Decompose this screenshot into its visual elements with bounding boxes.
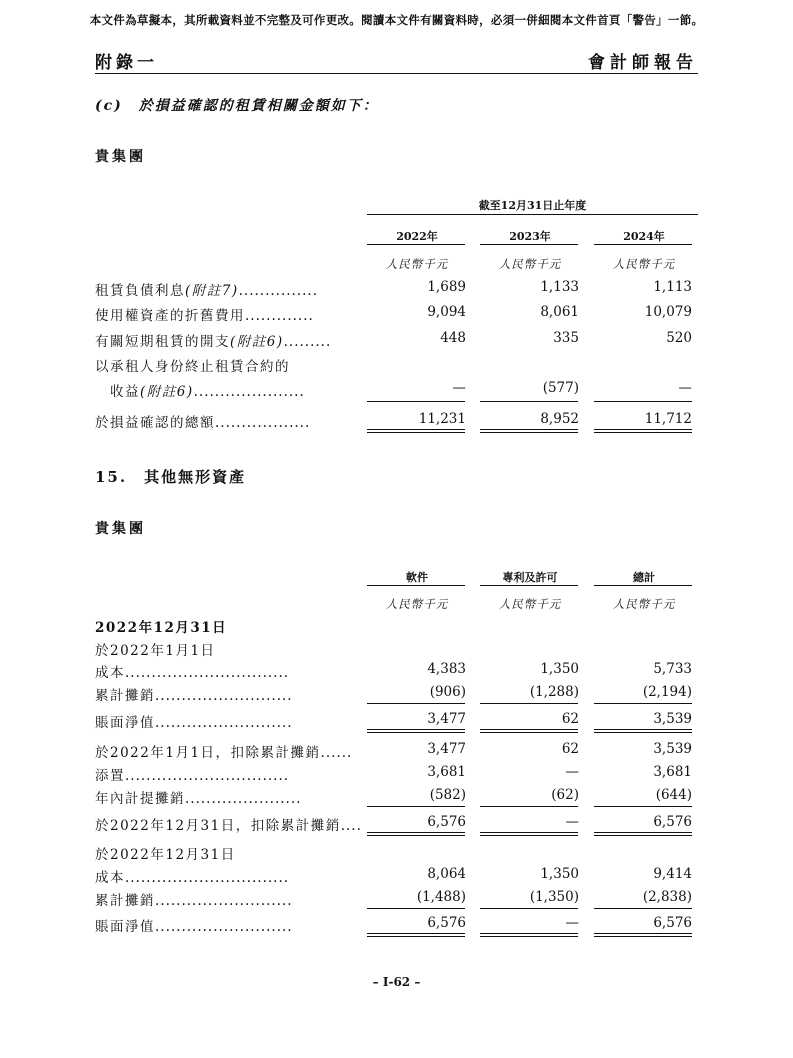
col-header-2022: 2022年 [396, 230, 438, 243]
value-cell: 8,061 [540, 304, 579, 320]
total-double-rule [367, 933, 465, 937]
value-cell: 9,414 [653, 866, 692, 882]
value-cell: (577) [542, 380, 579, 396]
report-title: 會計師報告 [588, 53, 698, 73]
subtotal-rule [480, 401, 578, 402]
value-cell: 4,383 [427, 661, 466, 677]
total-cell: 11,712 [644, 411, 692, 427]
unit-label: 人民幣千元 [612, 257, 676, 271]
total-cell: — [565, 814, 579, 830]
row-label-opening-net: 於2022年1月1日，扣除累計攤銷...... [95, 745, 353, 761]
value-cell: (1,350) [529, 889, 579, 905]
value-cell: 3,539 [653, 741, 692, 757]
value-cell: 1,113 [653, 279, 692, 295]
value-cell: 3,477 [427, 741, 466, 757]
col-rule-total [594, 585, 692, 586]
value-cell: (906) [429, 684, 466, 700]
value-cell: 5,733 [653, 661, 692, 677]
sub-heading-closing: 於2022年12月31日 [95, 847, 236, 863]
subtotal-rule [594, 703, 692, 704]
appendix-title: 附錄一 [95, 53, 158, 73]
total-double-rule [594, 729, 692, 733]
total-double-rule [594, 832, 692, 836]
total-double-rule [367, 429, 465, 433]
value-cell: 1,133 [540, 279, 579, 295]
total-cell: 6,576 [427, 814, 466, 830]
col-header-2023: 2023年 [509, 230, 551, 243]
col-rule-2022 [367, 244, 465, 245]
section-c-group-label: 貴集團 [95, 149, 146, 165]
value-cell: 9,094 [427, 304, 466, 320]
col-rule-2023 [480, 244, 578, 245]
value-cell: (582) [429, 787, 466, 803]
value-cell: 8,064 [427, 866, 466, 882]
header-rule [95, 73, 698, 74]
value-cell: — [565, 764, 579, 780]
total-cell: 8,952 [540, 411, 579, 427]
total-cell: 6,576 [427, 915, 466, 931]
subtotal-rule [367, 703, 465, 704]
total-cell: 11,231 [418, 411, 466, 427]
subtotal-rule [367, 908, 465, 909]
section-15-group-label: 貴集團 [95, 521, 146, 537]
value-cell: (1,288) [529, 684, 579, 700]
col-header-total: 總計 [633, 571, 655, 584]
row-label-accumulated-amortisation: 累計攤銷.......................... [95, 893, 293, 909]
col-rule-software [367, 585, 465, 586]
subtotal-rule [594, 806, 692, 807]
total-double-rule [480, 729, 578, 733]
col-header-software: 軟件 [406, 571, 428, 584]
row-label-net-book-value: 賬面淨值.......................... [95, 715, 293, 731]
section-15-heading: 15. 其他無形資產 [95, 468, 247, 486]
total-cell: 3,477 [427, 711, 466, 727]
value-cell: 1,350 [540, 866, 579, 882]
draft-warning-banner: 本文件為草擬本，其所載資料並不完整及可作更改。閱讀本文件有關資料時，必須一併細閱本文件首頁「警告」一節。 [89, 13, 704, 27]
row-label-amortisation-charge: 年內計提攤銷...................... [95, 791, 302, 807]
subtotal-rule [480, 908, 578, 909]
section-c-heading: (c) 於損益確認的租賃相關金額如下： [95, 98, 379, 114]
row-label-depreciation: 使用權資產的折舊費用............. [95, 308, 314, 324]
date-heading: 2022年12月31日 [95, 620, 228, 636]
row-label-termination-line1: 以承租人身份終止租賃合約的 [95, 359, 290, 375]
row-label-short-term-lease: 有關短期租賃的開支(附註6)......... [95, 334, 332, 350]
unit-label: 人民幣千元 [385, 257, 449, 271]
value-cell: 520 [666, 330, 692, 346]
subtotal-rule [367, 806, 465, 807]
subtotal-rule [480, 703, 578, 704]
total-double-rule [480, 832, 578, 836]
row-label-additions: 添置............................... [95, 768, 290, 784]
col-rule-2024 [594, 244, 692, 245]
unit-label: 人民幣千元 [385, 597, 449, 611]
value-cell: (2,838) [642, 889, 692, 905]
value-cell: 3,681 [653, 764, 692, 780]
subtotal-rule [594, 401, 692, 402]
row-label-net-book-value: 賬面淨值.......................... [95, 919, 293, 935]
value-cell: 335 [553, 330, 579, 346]
row-label-accumulated-amortisation: 累計攤銷.......................... [95, 688, 293, 704]
subtotal-rule [480, 806, 578, 807]
unit-label: 人民幣千元 [498, 257, 562, 271]
value-cell: (62) [551, 787, 579, 803]
value-cell: (644) [655, 787, 692, 803]
value-cell: 3,681 [427, 764, 466, 780]
page-number: – I-62 – [372, 975, 421, 989]
col-rule-patents [480, 585, 578, 586]
col-header-patents: 專利及許可 [502, 571, 558, 584]
value-cell: 10,079 [644, 304, 692, 320]
total-double-rule [367, 832, 465, 836]
total-cell: 6,576 [653, 814, 692, 830]
value-cell: (2,194) [642, 684, 692, 700]
value-cell: 1,350 [540, 661, 579, 677]
col-header-2024: 2024年 [623, 230, 665, 243]
subtotal-rule [367, 401, 465, 402]
total-double-rule [367, 729, 465, 733]
total-cell: 62 [561, 711, 579, 727]
period-header-rule [367, 214, 698, 215]
total-double-rule [594, 933, 692, 937]
sub-heading-opening: 於2022年1月1日 [95, 643, 216, 659]
total-cell: 6,576 [653, 915, 692, 931]
value-cell: — [678, 380, 692, 396]
value-cell: 62 [561, 741, 579, 757]
row-label-closing-net: 於2022年12月31日，扣除累計攤銷.... [95, 818, 362, 834]
subtotal-rule [594, 908, 692, 909]
total-double-rule [480, 933, 578, 937]
row-label-lease-interest: 租賃負債利息(附註7)............... [95, 283, 318, 299]
row-label-total: 於損益確認的總額.................. [95, 415, 311, 431]
row-label-cost: 成本............................... [95, 870, 290, 886]
value-cell: — [452, 380, 466, 396]
value-cell: 448 [440, 330, 466, 346]
unit-label: 人民幣千元 [612, 597, 676, 611]
value-cell: (1,488) [416, 889, 466, 905]
period-header: 截至12月31日止年度 [478, 199, 587, 212]
row-label-cost: 成本............................... [95, 665, 290, 681]
value-cell: 1,689 [427, 279, 466, 295]
row-label-termination-gain: 收益(附註6)..................... [110, 384, 305, 400]
total-double-rule [594, 429, 692, 433]
unit-label: 人民幣千元 [498, 597, 562, 611]
total-cell: 3,539 [653, 711, 692, 727]
total-cell: — [565, 915, 579, 931]
total-double-rule [480, 429, 578, 433]
